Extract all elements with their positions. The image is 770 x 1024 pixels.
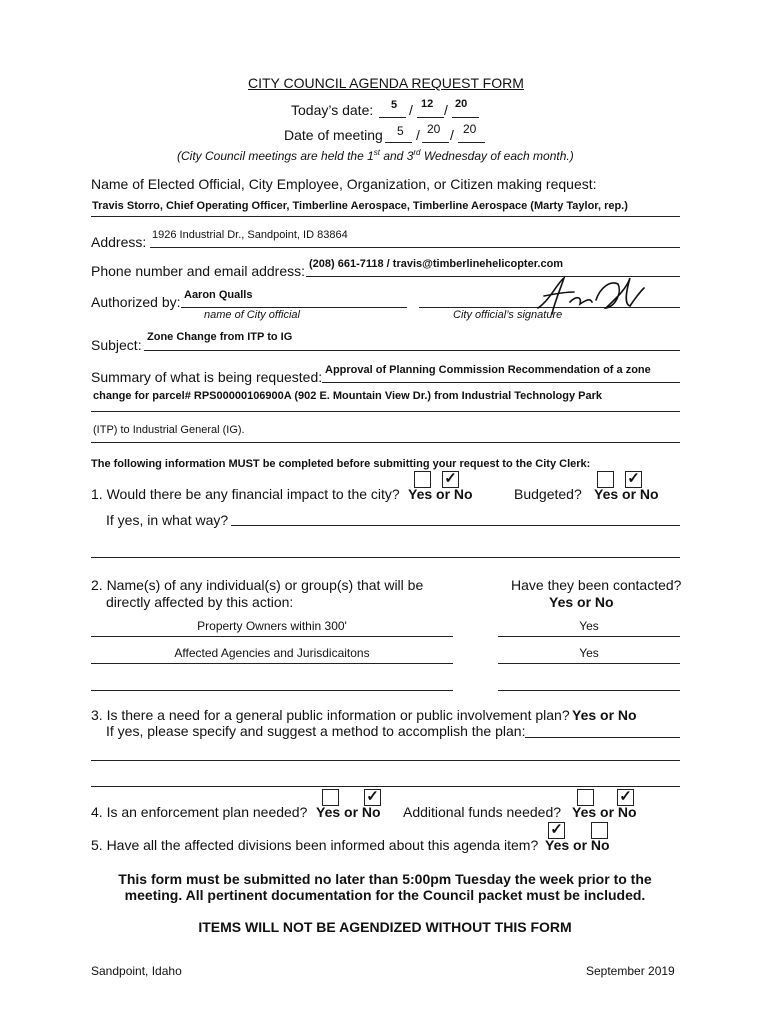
meeting-date-label: Date of meeting (284, 127, 383, 143)
date-separator: / (444, 102, 448, 118)
q2-row-2-contacted[interactable]: Yes (579, 646, 599, 660)
date-separator: / (450, 127, 454, 143)
summary-line-3[interactable]: (ITP) to Industrial General (IG). (93, 424, 245, 436)
q5-text: 5. Have all the affected divisions been informed about this agenda item? (91, 837, 539, 853)
check-icon: ✓ (444, 470, 457, 487)
todays-date-year[interactable]: 20 (455, 98, 468, 110)
q2-contacted-label: Have they been contacted? (511, 577, 682, 593)
authorized-value[interactable]: Aaron Qualls (184, 289, 253, 301)
signature-caption: City official’s signature (453, 309, 563, 321)
footer-location: Sandpoint, Idaho (91, 964, 182, 978)
summary-line-1[interactable]: Approval of Planning Commission Recommendation of a zone (325, 364, 651, 376)
requester-value[interactable]: Travis Storro, Chief Operating Officer, Timberline Aerospace, Timberline Aerospace (Marty Taylor, rep.) (92, 200, 628, 212)
form-title: CITY COUNCIL AGENDA REQUEST FORM (248, 75, 524, 91)
q5-answer: Yes or No (545, 837, 610, 853)
q2-row-1-contacted[interactable]: Yes (579, 619, 599, 633)
q3-answer: Yes or No (572, 707, 637, 723)
meeting-date-year[interactable]: 20 (463, 122, 477, 136)
q3-text-line-1: 3. Is there a need for a general public information or public involvement plan? (91, 707, 570, 723)
todays-date-month[interactable]: 5 (391, 99, 398, 111)
check-icon: ✓ (366, 788, 379, 805)
check-icon: ✓ (619, 788, 632, 805)
agendize-warning: ITEMS WILL NOT BE AGENDIZED WITHOUT THIS FORM (198, 919, 572, 935)
q1-text: 1. Would there be any financial impact to the city? (91, 486, 400, 502)
submission-notice-line-1: This form must be submitted no later than 5:00pm Tuesday the week prior to the (118, 871, 652, 887)
instruction-text: The following information MUST be completed before submitting your request to the City Clerk: (91, 458, 591, 470)
official-name-caption: name of City official (204, 309, 300, 321)
todays-date-label: Today’s date: (291, 102, 374, 118)
q2-row-1-name[interactable]: Property Owners within 300' (197, 619, 347, 633)
q1-budgeted-answer: Yes or No (594, 486, 659, 502)
q2-text-line-2: directly affected by this action: (106, 594, 294, 610)
subject-label: Subject: (91, 337, 142, 353)
phone-value[interactable]: (208) 661-7118 / travis@timberlinehelicopter.com (309, 258, 564, 270)
q4-funds-answer: Yes or No (572, 804, 637, 820)
date-separator: / (416, 127, 420, 143)
phone-label: Phone number and email address: (91, 263, 306, 279)
q3-text-line-2: If yes, please specify and suggest a method to accomplish the plan: (106, 723, 526, 739)
q2-contacted-answer: Yes or No (549, 594, 614, 610)
q1-answer: Yes or No (408, 486, 473, 502)
check-icon: ✓ (550, 821, 563, 838)
requester-label: Name of Elected Official, City Employee, Organization, or Citizen making request: (91, 176, 597, 192)
summary-line-2[interactable]: change for parcel# RPS00000106900A (902 E. Mountain View Dr.) from Industrial Technology Park (93, 390, 603, 402)
subject-value[interactable]: Zone Change from ITP to IG (147, 331, 293, 343)
q4-funds-label: Additional funds needed? (403, 804, 562, 820)
summary-label: Summary of what is being requested: (91, 369, 323, 385)
q2-row-2-name[interactable]: Affected Agencies and Jurisdicaitons (174, 646, 370, 660)
authorized-label: Authorized by: (91, 294, 181, 310)
address-value[interactable]: 1926 Industrial Dr., Sandpoint, ID 83864 (152, 229, 348, 241)
address-label: Address: (91, 234, 147, 250)
q1-ifyes-label: If yes, in what way? (106, 512, 229, 528)
meeting-date-month[interactable]: 5 (397, 124, 404, 138)
q4-answer: Yes or No (316, 804, 381, 820)
todays-date-day[interactable]: 12 (421, 98, 434, 110)
meetings-note: (City Council meetings are held the 1st and 3rd Wednesday of each month.) (177, 148, 574, 163)
date-separator: / (409, 102, 413, 118)
meeting-date-day[interactable]: 20 (427, 122, 441, 136)
check-icon: ✓ (627, 470, 640, 487)
q2-text-line-1: 2. Name(s) of any individual(s) or group(s) that will be (91, 577, 424, 593)
q4-text: 4. Is an enforcement plan needed? (91, 804, 308, 820)
footer-date: September 2019 (586, 964, 675, 978)
signature-image (530, 270, 650, 320)
submission-notice-line-2: meeting. All pertinent documentation for the Council packet must be included. (124, 887, 646, 903)
q1-budgeted-label: Budgeted? (514, 486, 582, 502)
